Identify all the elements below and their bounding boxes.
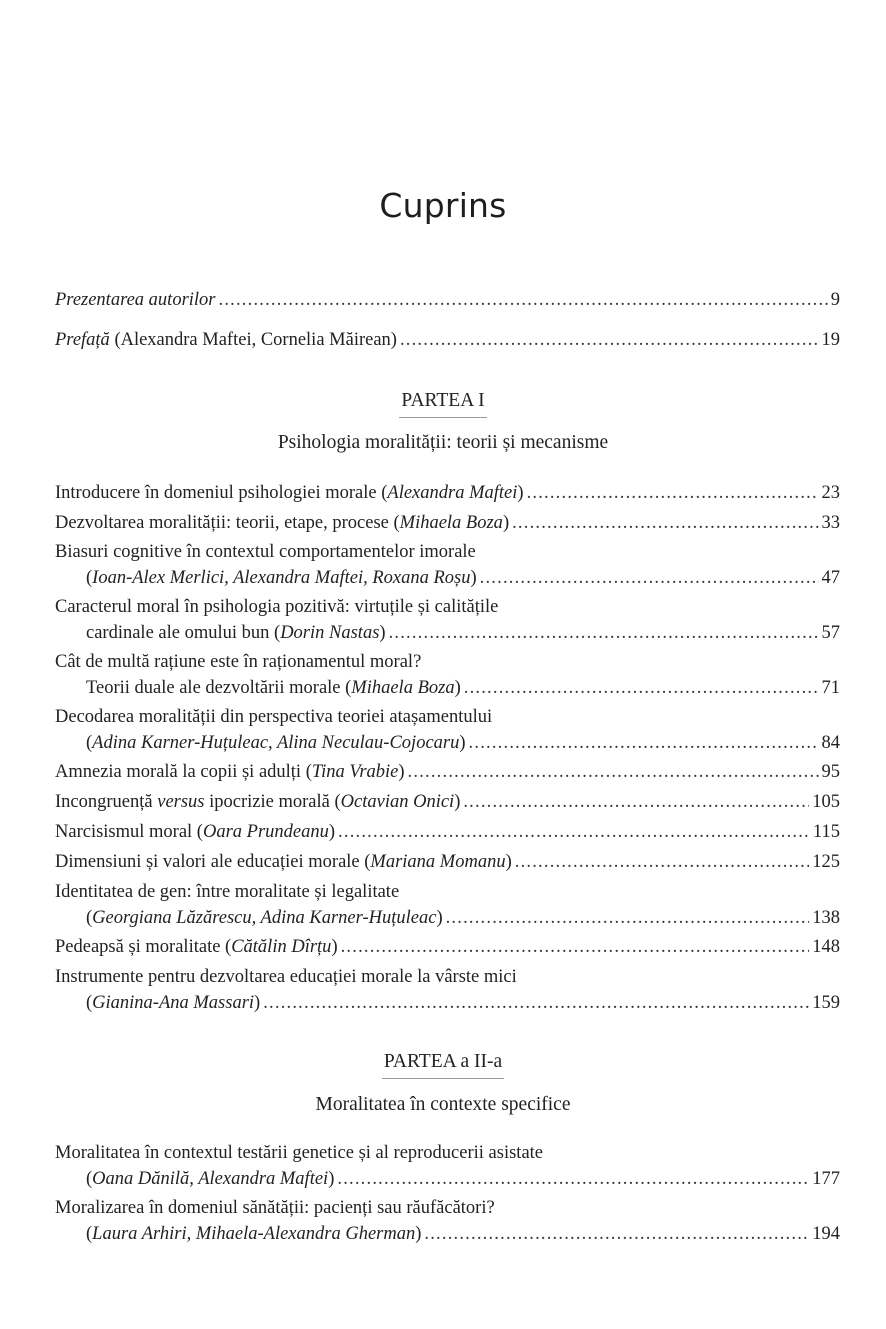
toc-entry: Moralitatea în contextul testării genetice și al reproducerii asistate (Oana Dănilă, Alexandra Maftei) ..... 177 (55, 1140, 840, 1192)
leader-dots (263, 990, 809, 1016)
toc-entry: Caracterul moral în psihologia pozitivă: virtuțile și calitățile cardinale ale omului bun (Dorin Nastas) ..... 57 (55, 594, 840, 646)
toc-entry: Narcisismul moral (Oara Prundeanu) ..... 115 (55, 819, 840, 845)
page-number: 71 (821, 678, 840, 698)
leader-dots (424, 1221, 809, 1247)
page-number: 148 (812, 937, 840, 957)
toc-entry: Cât de multă rațiune este în raționamentul moral? Teorii duale ale dezvoltării morale (Mihaela Boza) ..... 71 (55, 649, 840, 701)
leader-dots (480, 565, 819, 591)
toc-entry-preface: Prefață (Alexandra Maftei, Cornelia Măirean) ..... 19 (55, 327, 840, 353)
leader-dots (337, 1166, 809, 1192)
part-two-subtitle: Moralitatea în contexte specifice (315, 1094, 571, 1115)
toc-entry: Amnezia morală la copii și adulți (Tina Vrabie) ..... 95 (55, 759, 840, 785)
leader-dots (338, 819, 810, 845)
toc-entry: Instrumente pentru dezvoltarea educației morale la vârste mici (Gianina-Ana Massari) ..... 159 (55, 964, 840, 1016)
leader-dots (527, 480, 819, 506)
leader-dots (464, 675, 819, 701)
toc-entry: Introducere în domeniul psihologiei morale (Alexandra Maftei) ..... 23 (55, 480, 840, 506)
page-number: 23 (821, 483, 840, 503)
toc-entry-presentation: Prezentarea autorilor ..... 9 (55, 287, 840, 313)
page-number: 33 (821, 513, 840, 533)
toc-entry: Dimensiuni și valori ale educației morale (Mariana Momanu) ..... 125 (55, 849, 840, 875)
page-number: 84 (821, 733, 840, 753)
toc-entry: Pedeapsă și moralitate (Cătălin Dîrțu) ..... 148 (55, 934, 840, 960)
part-two-heading: PARTEA a II-a (0, 1049, 886, 1079)
page-number: 177 (812, 1169, 840, 1189)
leader-dots (469, 730, 819, 756)
page-number: 9 (830, 290, 840, 310)
leader-dots (446, 905, 810, 931)
page-title: Cuprins (379, 186, 507, 225)
leader-dots (219, 287, 828, 313)
page-number: 159 (812, 993, 840, 1013)
page-number: 95 (821, 762, 840, 782)
page-number: 19 (821, 330, 840, 350)
part-one-heading: PARTEA I (0, 388, 886, 418)
leader-dots (389, 620, 819, 646)
toc-entry: Decodarea moralității din perspectiva teoriei atașamentului (Adina Karner-Huțuleac, Alina Neculau-Cojocaru) ..... 84 (55, 704, 840, 756)
leader-dots (341, 934, 810, 960)
leader-dots (400, 327, 819, 353)
leader-dots (512, 510, 818, 536)
page-number: 57 (821, 623, 840, 643)
page-number: 47 (821, 568, 840, 588)
page-number: 115 (812, 822, 840, 842)
toc-entry: Incongruență versus ipocrizie morală (Octavian Onici) ..... 105 (55, 789, 840, 815)
part-one-subtitle: Psihologia moralității: teorii și mecanisme (277, 432, 609, 453)
page-number: 105 (812, 792, 840, 812)
leader-dots (408, 759, 819, 785)
page-number: 194 (812, 1224, 840, 1244)
toc-entry: Biasuri cognitive în contextul comportamentelor imorale (Ioan-Alex Merlici, Alexandra Maftei, Roxana Roșu) ..... 47 (55, 539, 840, 591)
leader-dots (463, 789, 809, 815)
page-number: 138 (812, 908, 840, 928)
page-number: 125 (812, 852, 840, 872)
toc-entry: Identitatea de gen: între moralitate și legalitate (Georgiana Lăzărescu, Adina Karner-Huțuleac) ..... 138 (55, 879, 840, 931)
leader-dots (515, 849, 810, 875)
toc-entry: Dezvoltarea moralității: teorii, etape, procese (Mihaela Boza) ..... 33 (55, 510, 840, 536)
toc-entry: Moralizarea în domeniul sănătății: pacienți sau răufăcători? (Laura Arhiri, Mihaela-Alexandra Gherman) ..... 194 (55, 1195, 840, 1247)
